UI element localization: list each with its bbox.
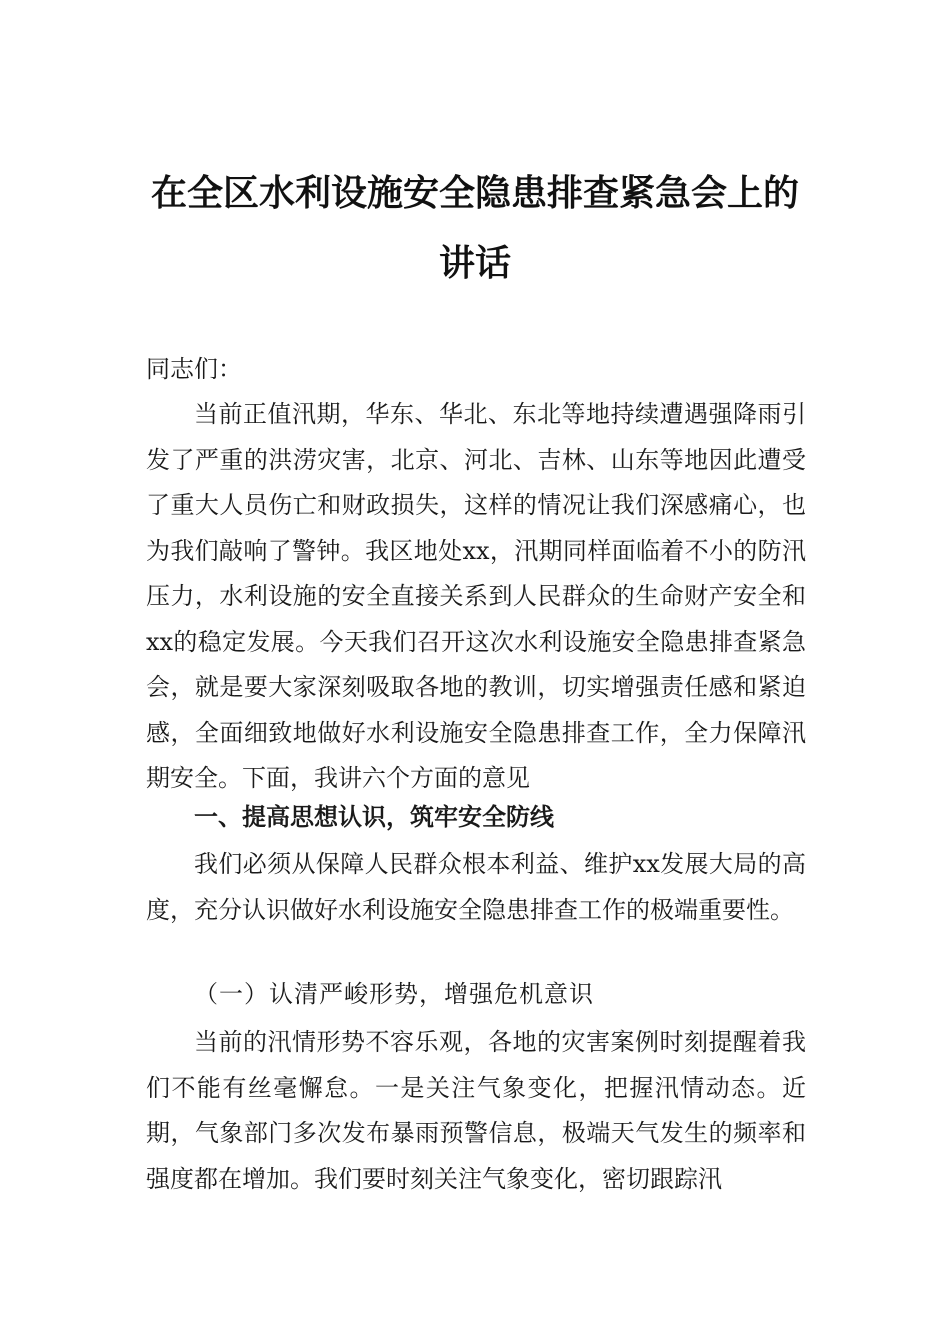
document-title-line-2: 讲话 <box>438 243 511 284</box>
intro-paragraph: 当前正值汛期，华东、华北、东北等地持续遭遇强降雨引发了严重的洪涝灾害，北京、河北、吉林、山东等地因此遭受了重大人员伤亡和财政损失，这样的情况让我们深感痛心，也为我们敲响了警钟。我区地处xx，汛期同样面临着不小的防汛压力，水利设施的安全直接关系到人民群众的生命财产安全和xx的稳定发展。今天我们召开这次水利设施安全隐患排查紧急会，就是要大家深刻吸取各地的教训，切实增强责任感和紧迫感，全面细致地做好水利设施安全隐患排查工作，全力保障汛期安全。下面，我讲六个方面的意见 <box>146 400 806 792</box>
section-heading-1: 一、提高思想认识，筑牢安全防线 <box>194 803 554 831</box>
section-1-paragraph: 我们必须从保障人民群众根本利益、维护xx发展大局的高度，充分认识做好水利设施安全隐患排查工作的极端重要性。 <box>146 850 806 924</box>
subsection-heading-1: （一）认清严峻形势，增强危机意识 <box>194 980 594 1008</box>
salutation: 同志们： <box>146 355 242 383</box>
subsection-1-paragraph: 当前的汛情形势不容乐观，各地的灾害案例时刻提醒着我们不能有丝毫懈怠。一是关注气象变化，把握汛情动态。近期，气象部门多次发布暴雨预警信息，极端天气发生的频率和强度都在增加。我们要时刻关注气象变化，密切跟踪汛 <box>146 1028 806 1193</box>
document-title-line-1: 在全区水利设施安全隐患排查紧急会上的 <box>150 173 799 214</box>
